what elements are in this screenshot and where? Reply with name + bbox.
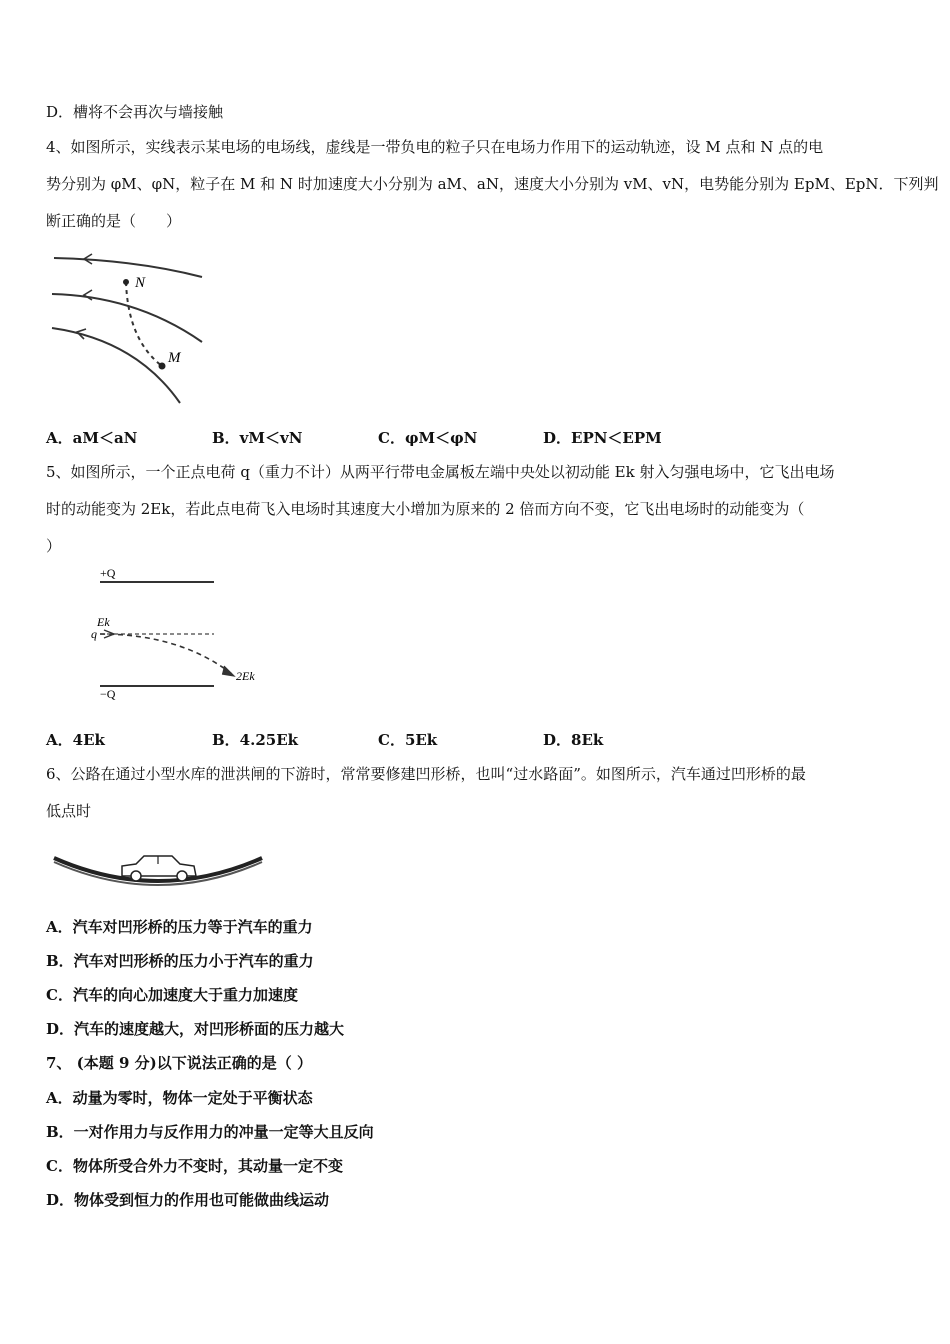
q6-concave-bridge-figure bbox=[50, 840, 270, 900]
car-wheel-rear bbox=[131, 871, 141, 881]
q7-option-b[interactable]: B．一对作用力与反作用力的冲量一定等大且反向 bbox=[46, 1123, 374, 1141]
label-q: q bbox=[91, 627, 97, 641]
q5-stem-line2: 时的动能变为 2Ek，若此点电荷飞入电场时其速度大小增加为原来的 2 倍而方向不变，它飞出电场时的动能变为（ bbox=[46, 500, 805, 518]
q6-stem-line1: 6、公路在通过小型水库的泄洪闸的下游时，常常要修建凹形桥，也叫“过水路面”。如图所示，汽车通过凹形桥的最 bbox=[46, 765, 806, 783]
charge-path bbox=[100, 634, 232, 674]
q5-option-a[interactable]: A．4Ek bbox=[46, 731, 105, 749]
q6-option-d[interactable]: D．汽车的速度越大，对凹形桥面的压力越大 bbox=[46, 1020, 345, 1038]
q6-stem-line2: 低点时 bbox=[46, 802, 92, 820]
label-ek: Ek bbox=[97, 615, 110, 629]
label-n: N bbox=[135, 275, 146, 291]
q4-option-b[interactable]: B．vM＜vN bbox=[212, 429, 303, 447]
arrow-middle bbox=[84, 290, 92, 300]
label-2ek: 2Ek bbox=[236, 669, 255, 683]
q4-stem-line1: 4、如图所示，实线表示某电场的电场线，虚线是一带负电的粒子只在电场力作用下的运动轨迹，设 M 点和 N 点的电 bbox=[46, 138, 824, 156]
q5-option-c[interactable]: C．5Ek bbox=[378, 731, 438, 749]
q4-option-d[interactable]: D．EPN＜EPM bbox=[543, 429, 662, 447]
q4-stem-line2: 势分别为 φM、φN，粒子在 M 和 N 时加速度大小分别为 aM、aN，速度大小分别为 vM、vN，电势能分别为 EpM、EpN．下列判 bbox=[46, 175, 939, 193]
label-plus-q: +Q bbox=[100, 566, 116, 580]
q3-option-d: D．槽将不会再次与墙接触 bbox=[46, 103, 224, 121]
q5-capacitor-figure bbox=[60, 560, 270, 705]
label-minus-q: −Q bbox=[100, 687, 116, 701]
q6-option-c[interactable]: C．汽车的向心加速度大于重力加速度 bbox=[46, 986, 298, 1004]
q5-option-b[interactable]: B．4.25Ek bbox=[212, 731, 299, 749]
q5-option-d[interactable]: D．8Ek bbox=[543, 731, 604, 749]
point-m bbox=[159, 363, 166, 370]
q4-field-lines-figure bbox=[46, 250, 216, 410]
trajectory bbox=[126, 282, 162, 366]
q7-option-c[interactable]: C．物体所受合外力不变时，其动量一定不变 bbox=[46, 1157, 343, 1175]
q4-stem-line3: 断正确的是（ ） bbox=[46, 212, 182, 230]
q4-option-c[interactable]: C．φM＜φN bbox=[378, 429, 478, 447]
q6-option-a[interactable]: A．汽车对凹形桥的压力等于汽车的重力 bbox=[46, 918, 313, 936]
car-wheel-front bbox=[177, 871, 187, 881]
q4-option-a[interactable]: A．aM＜aN bbox=[46, 429, 138, 447]
q5-stem-line3: ） bbox=[46, 537, 62, 555]
field-line-top bbox=[54, 258, 202, 277]
q5-stem-line1: 5、如图所示，一个正点电荷 q（重力不计）从两平行带电金属板左端中央处以初动能 Ek 射入匀强电场中，它飞出电场 bbox=[46, 463, 835, 481]
label-m: M bbox=[168, 350, 181, 366]
q6-option-b[interactable]: B．汽车对凹形桥的压力小于汽车的重力 bbox=[46, 952, 314, 970]
q7-stem: 7、 (本题 9 分)以下说法正确的是（ ） bbox=[46, 1054, 312, 1072]
point-n bbox=[123, 279, 129, 285]
exit-arrowhead bbox=[222, 666, 234, 676]
q7-option-a[interactable]: A．动量为零时，物体一定处于平衡状态 bbox=[46, 1089, 313, 1107]
q7-option-d[interactable]: D．物体受到恒力的作用也可能做曲线运动 bbox=[46, 1191, 330, 1209]
